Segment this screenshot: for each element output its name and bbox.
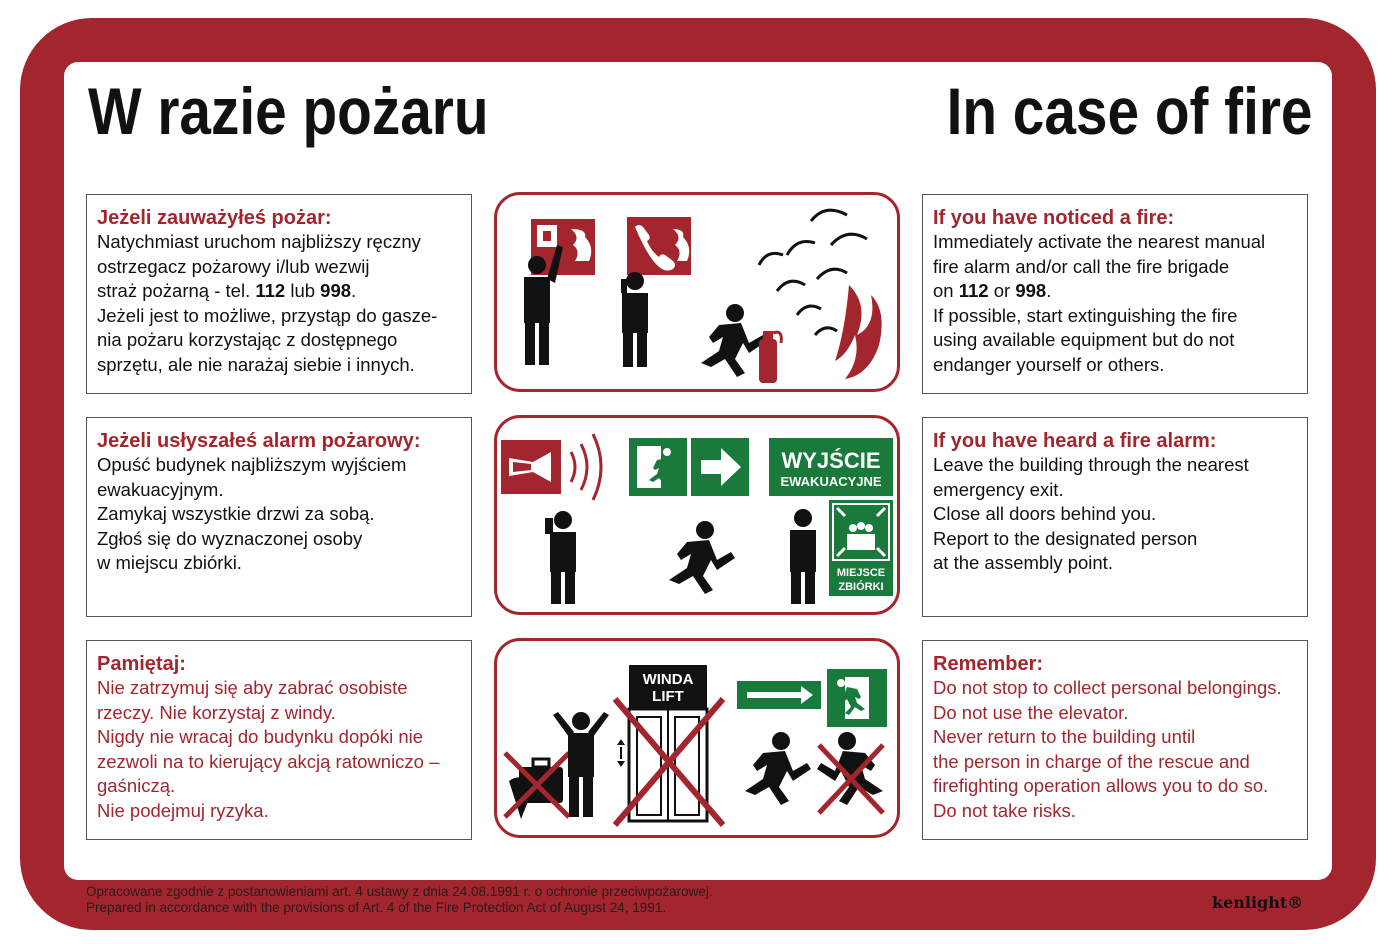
person-calling-icon — [621, 272, 648, 367]
line: Zgłoś się do wyznaczonej osoby — [97, 527, 363, 549]
assembly-point-icon — [829, 500, 893, 596]
text-box-remember-en — [922, 640, 1308, 840]
line: Do not take risks. — [933, 799, 1076, 821]
line: Nigdy nie wracaj do budynku dopóki nie — [97, 726, 424, 748]
line: Leave the building through the nearest — [933, 454, 1249, 475]
title-english: In case of fire — [946, 74, 1312, 148]
body-remember-pl — [97, 676, 461, 824]
line: Nie podejmuj ryzyka. — [97, 799, 269, 821]
person-listening-icon — [545, 511, 576, 604]
footer-english: Prepared in accordance with the provisions of Art. 4 of the Fire Protection Act of August 24, 1991. — [86, 900, 667, 915]
person-pressing-alarm-icon — [524, 245, 563, 365]
lift-sign-line2: LIFT — [652, 688, 684, 705]
up-down-arrow-icon — [617, 739, 625, 767]
line: Natychmiast uruchom najbliższy ręczny — [97, 231, 421, 252]
lift-sign-line1: WINDA — [642, 671, 694, 688]
line: ewakuacyjnym. — [97, 478, 224, 500]
emergency-exit-icon — [629, 438, 687, 496]
line: zezwoli na to kierujący akcją ratowniczo – — [97, 750, 440, 772]
line: endanger yourself or others. — [933, 353, 1165, 375]
assembly-sign-line1: MIEJSCE — [836, 567, 886, 579]
line: Report to the designated person — [933, 527, 1198, 549]
line: Do not stop to collect personal belongings. — [933, 677, 1282, 698]
body-noticed-pl — [97, 230, 461, 378]
body-alarm-en — [933, 453, 1297, 576]
line: emergency exit. — [933, 478, 1064, 500]
line: Close all doors behind you. — [933, 503, 1157, 525]
assembly-sign-line2: ZBIÓRKI — [838, 581, 884, 593]
title-polish: W razie pożaru — [88, 74, 489, 148]
text-box-noticed-en — [922, 194, 1308, 394]
arrow-right-icon — [691, 438, 749, 496]
heading-alarm-en: If you have heard a fire alarm: — [933, 430, 1217, 452]
line: nia pożaru korzystając z dostępnego — [97, 329, 398, 351]
heading-remember-en: Remember: — [933, 653, 1044, 675]
body-noticed-en — [933, 230, 1297, 378]
text-box-noticed-pl — [86, 194, 472, 394]
text-box-alarm-en — [922, 417, 1308, 617]
pictogram-panel-noticed — [494, 192, 900, 392]
line: Jeżeli jest to możliwe, przystąp do gasze- — [97, 304, 438, 326]
footer-polish: Opracowane zgodnie z postanowieniami art. 4 ustawy z dnia 24.08.1991 r. o ochronie przeciwpożarowej. — [86, 884, 713, 899]
running-person-icon — [745, 732, 811, 805]
heading-noticed-en: If you have noticed a fire: — [933, 207, 1175, 229]
line: rzeczy. Nie korzystaj z windy. — [97, 701, 336, 723]
line: Nie zatrzymuj się aby zabrać osobiste — [97, 677, 408, 698]
heading-noticed-pl: Jeżeli zauważyłeś pożar: — [97, 207, 332, 229]
person-standing-icon — [790, 509, 816, 604]
line: Never return to the building until — [933, 726, 1196, 748]
text-box-alarm-pl — [86, 417, 472, 617]
fire-phone-icon — [627, 217, 691, 275]
brand-logo: kenlight® — [1212, 893, 1304, 912]
body-alarm-pl — [97, 453, 461, 576]
line: the person in charge of the rescue and — [933, 750, 1250, 772]
line: Opuść budynek najbliższym wyjściem — [97, 454, 407, 475]
line: at the assembly point. — [933, 552, 1113, 574]
heading-alarm-pl: Jeżeli usłyszałeś alarm pożarowy: — [97, 430, 421, 452]
emergency-exit-icon — [827, 669, 887, 727]
line: Immediately activate the nearest manual — [933, 231, 1266, 252]
heading-remember-pl: Pamiętaj: — [97, 653, 186, 675]
line: firefighting operation allows you to do so. — [933, 775, 1269, 797]
exit-sign-line1: WYJŚCIE — [781, 448, 881, 473]
line: ostrzegacz pożarowy i/lub wezwij — [97, 255, 370, 277]
line: gaśniczą. — [97, 775, 176, 797]
line: Do not use the elevator. — [933, 701, 1129, 723]
sound-waves-icon — [571, 434, 601, 500]
line: fire alarm and/or call the fire brigade — [933, 255, 1230, 277]
pictogram-panel-remember — [494, 638, 900, 838]
line: If possible, start extinguishing the fire — [933, 304, 1238, 326]
pictogram-panel-alarm — [494, 415, 900, 615]
line: sprzętu, ale nie narażaj siebie i innych. — [97, 353, 415, 375]
line: on 112 or 998. — [933, 280, 1052, 302]
text-box-remember-pl — [86, 640, 472, 840]
line: w miejscu zbiórki. — [97, 552, 242, 574]
line: Zamykaj wszystkie drzwi za sobą. — [97, 503, 375, 525]
exit-sign-line2: EWAKUACYJNE — [780, 474, 882, 489]
body-remember-en — [933, 676, 1297, 824]
legal-footer — [86, 884, 713, 916]
line: straż pożarną - tel. 112 lub 998. — [97, 280, 357, 302]
running-person-icon — [701, 304, 767, 377]
running-person-icon — [669, 521, 735, 594]
flame-icon — [835, 285, 882, 379]
exit-sign — [769, 438, 893, 496]
fire-alarm-sounder-icon — [501, 440, 561, 494]
direction-arrow-icon — [737, 681, 821, 709]
line: using available equipment but do not — [933, 329, 1235, 351]
running-back-person-icon — [817, 732, 883, 805]
